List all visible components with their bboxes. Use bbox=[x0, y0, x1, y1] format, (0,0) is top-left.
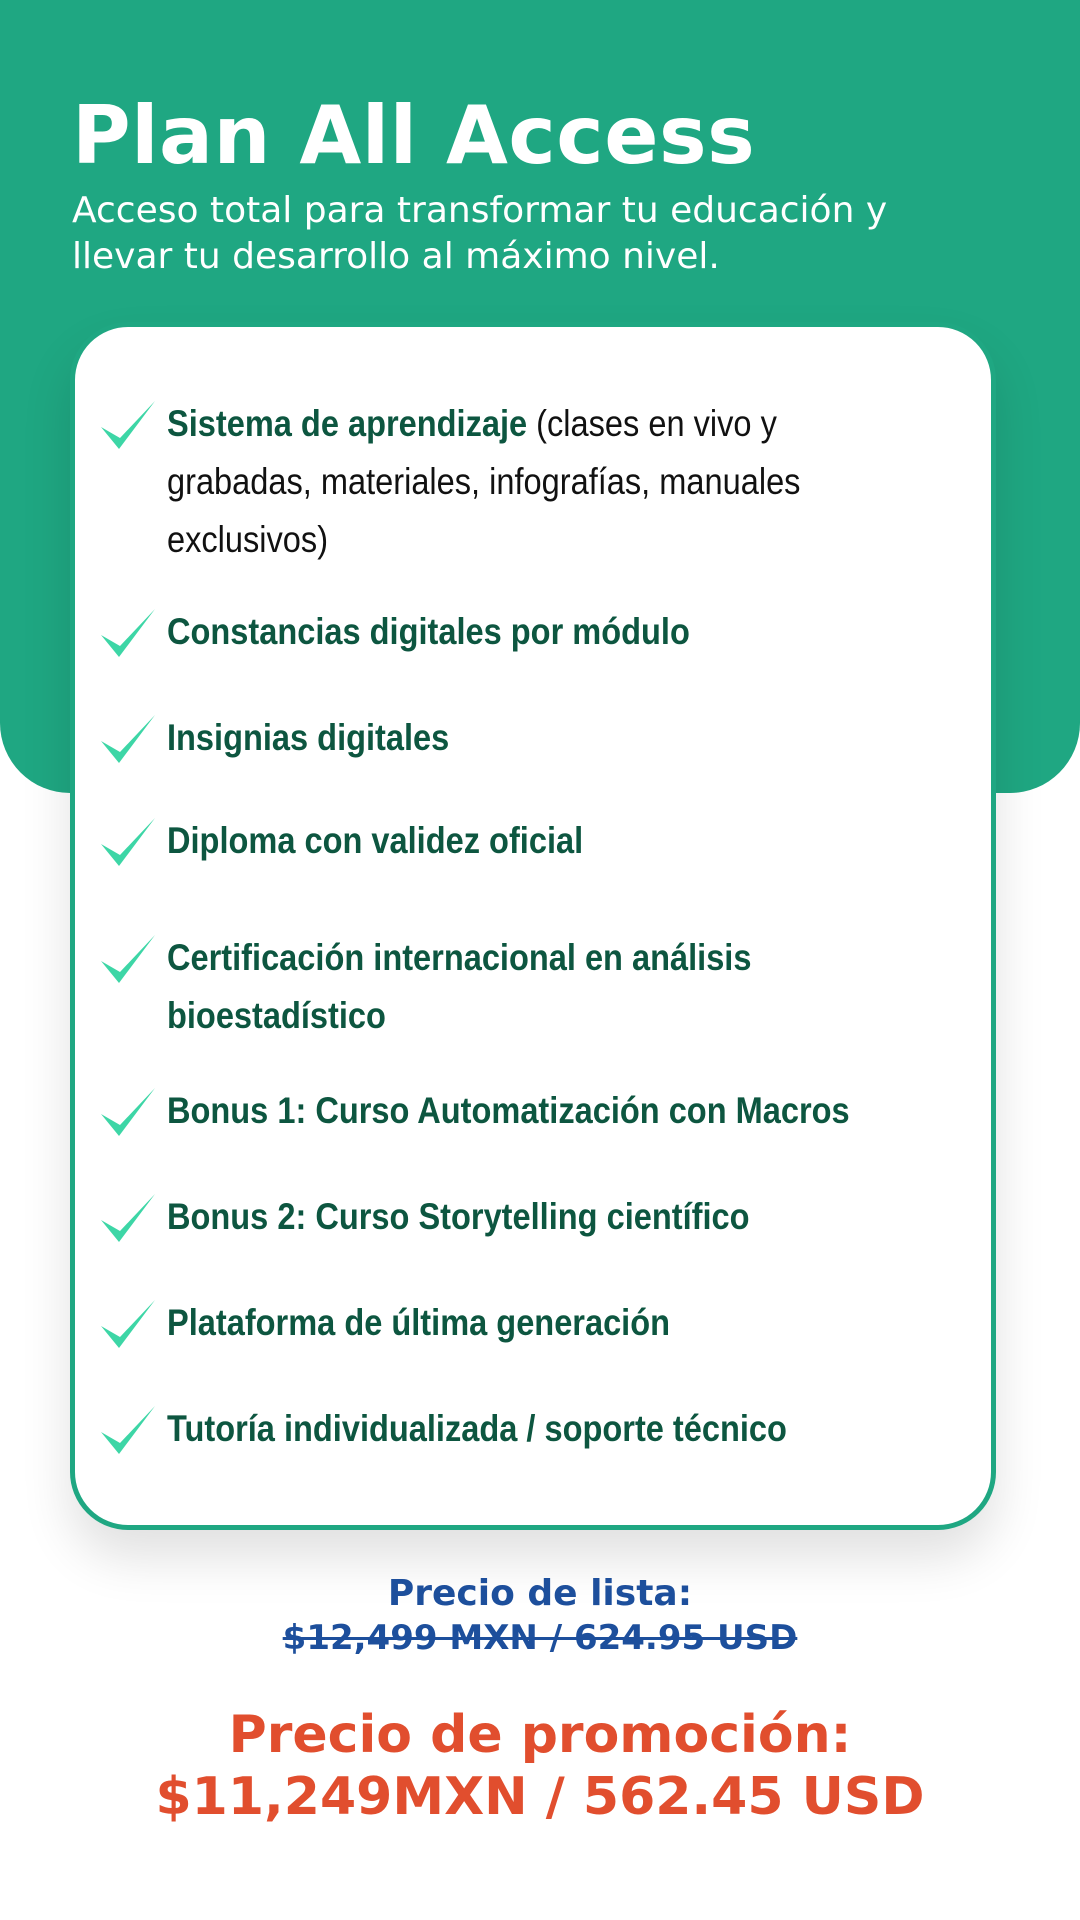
check-mark-icon bbox=[97, 709, 159, 769]
pricing-section bbox=[0, 1572, 1080, 1828]
feature-text: Bonus 2: Curso Storytelling científico bbox=[167, 1196, 750, 1237]
feature-detail: (clases en vivo y grabadas, materiales, infografías, manuales exclusivos) bbox=[167, 403, 801, 560]
check-mark-icon bbox=[97, 1188, 159, 1248]
feature-text: Insignias digitales bbox=[167, 717, 450, 758]
check-mark-icon bbox=[97, 1400, 159, 1460]
feature-item bbox=[75, 812, 975, 872]
check-mark-icon bbox=[97, 1082, 159, 1142]
check-mark-icon bbox=[97, 603, 159, 663]
feature-text: Certificación internacional en análisis bioestadístico bbox=[167, 937, 752, 1036]
feature-item bbox=[75, 1082, 975, 1142]
check-mark-icon bbox=[97, 929, 159, 989]
feature-item bbox=[75, 1188, 975, 1248]
feature-text: Constancias digitales por módulo bbox=[167, 611, 690, 652]
feature-text: Diploma con validez oficial bbox=[167, 820, 584, 861]
feature-item bbox=[75, 395, 975, 569]
promo-price-label: Precio de promoción: bbox=[228, 1705, 852, 1765]
features-card bbox=[70, 322, 996, 1530]
plan-subtitle-line2: llevar tu desarrollo al máximo nivel. bbox=[72, 236, 720, 277]
check-mark-icon bbox=[97, 812, 159, 872]
plan-subtitle-line1: Acceso total para transformar tu educación y bbox=[72, 190, 888, 231]
feature-text bbox=[167, 395, 862, 569]
feature-item bbox=[75, 1294, 975, 1354]
plan-subtitle bbox=[72, 188, 972, 280]
feature-text: Bonus 1: Curso Automatización con Macros bbox=[167, 1090, 850, 1131]
feature-item bbox=[75, 603, 975, 663]
check-mark-icon bbox=[97, 395, 159, 455]
feature-item bbox=[75, 929, 975, 1045]
feature-text: Tutoría individualizada / soporte técnico bbox=[167, 1408, 787, 1449]
feature-text: Plataforma de última generación bbox=[167, 1302, 671, 1343]
list-price-value: $12,499 MXN / 624.95 USD bbox=[282, 1618, 798, 1658]
feature-bold: Sistema de aprendizaje bbox=[167, 403, 528, 444]
plan-title: Plan All Access bbox=[72, 89, 756, 182]
feature-item bbox=[75, 709, 975, 769]
list-price-label: Precio de lista: bbox=[387, 1573, 693, 1614]
feature-item bbox=[75, 1400, 975, 1460]
promo-price-value: $11,249MXN / 562.45 USD bbox=[155, 1767, 925, 1827]
check-mark-icon bbox=[97, 1294, 159, 1354]
